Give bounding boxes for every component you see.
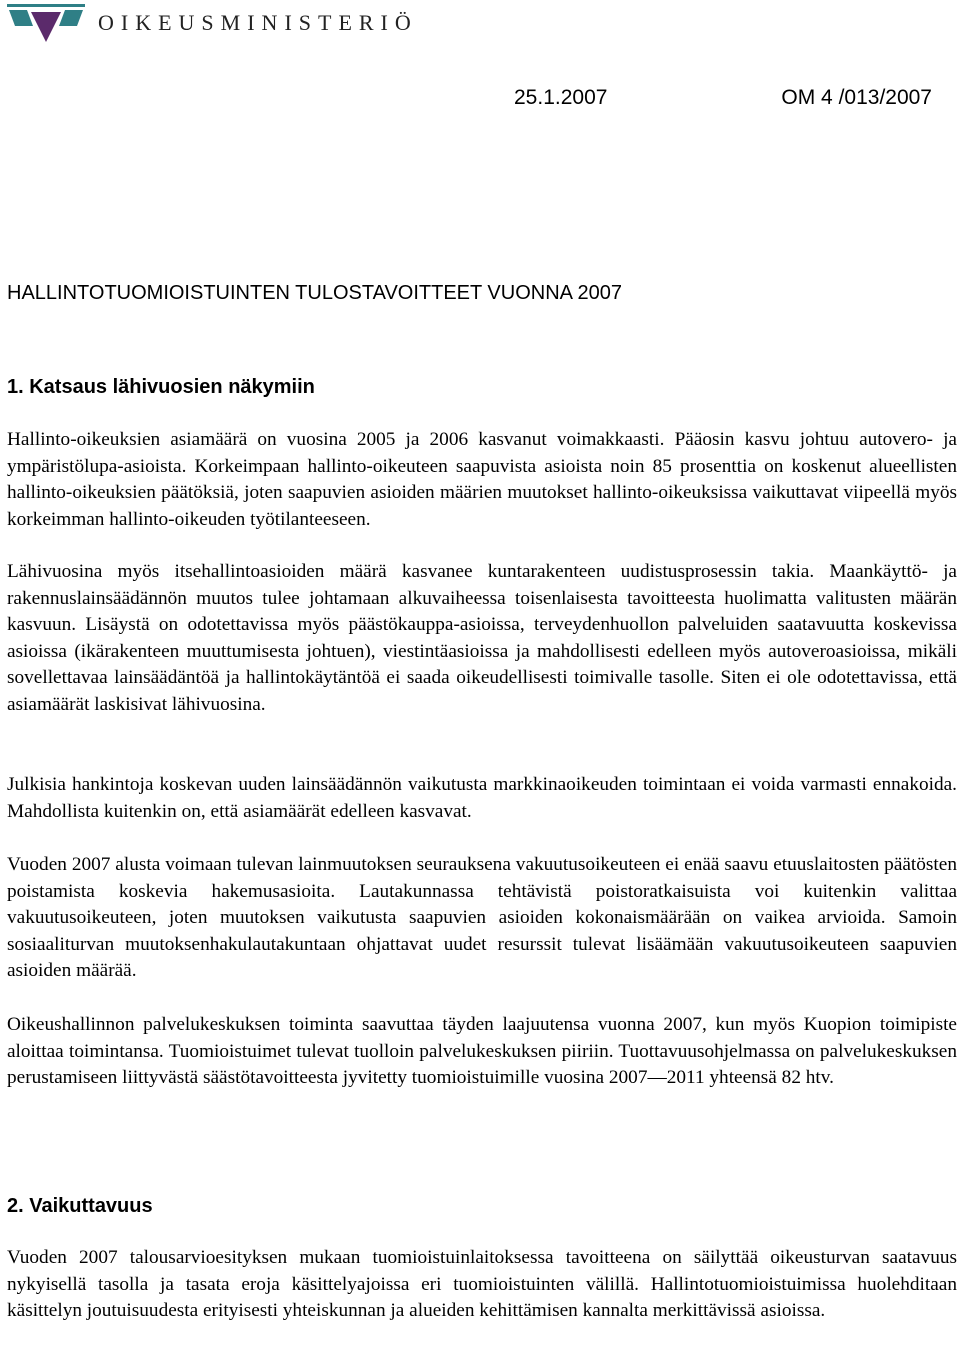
document-title: HALLINTOTUOMIOISTUINTEN TULOSTAVOITTEET VUONNA 2007	[7, 282, 622, 304]
paragraph: Oikeushallinnon palvelukeskuksen toiminta saavuttaa täyden laajuutensa vuonna 2007, kun myös Kuopion toimipiste aloittaa toimintansa. Tuomioistuimet tulevat tuolloin palvelukeskuksen piiriin. Tuottavuusohjelmassa on palvelukeskuksen perustamiseen liittyvästä säästötavoitteesta jyvitetty tuomioistuimille vuosina 2007—2011 yhteensä 82 htv.	[7, 1014, 957, 1089]
logo-center-triangle	[31, 12, 61, 42]
logo-left-shape	[9, 10, 33, 26]
ministry-name: OIKEUSMINISTERIÖ	[98, 10, 418, 35]
section-heading-2: 2. Vaikuttavuus	[7, 1195, 153, 1217]
document-reference: OM 4 /013/2007	[781, 86, 932, 109]
paragraph: Lähivuosina myös itsehallintoasioiden määrä kasvanee kuntarakenteen uudistusprosessin takia. Maankäyttö- ja rakennuslainsäädännön muutos tulee johtamaan alkuvaiheessa toisenlaisesta tavoitteesta huolimatta valitusten määrän kasvuun. Lisäystä on odotettavissa myös päästökauppa-asioissa, terveydenhuollon palveluiden saatavuutta koskevissa asioissa (ikärakenteen muuttumisesta johtuen), viestintäasioissa ja mahdollisesti edelleen myös autoveroasioissa, mikäli sovellettavaa lainsäädäntöä ja hallintokäytäntöä ei saada oikeudellisesti toimivalle tasolle. Siten ei ole odotettavissa, että asiamäärät laskisivat lähivuosina.	[7, 561, 957, 715]
paragraph: Hallinto-oikeuksien asiamäärä on vuosina 2005 ja 2006 kasvanut voimakkaasti. Pääosin kasvu johtuu autovero- ja ympäristölupa-asioista. Korkeimpaan hallinto-oikeuteen saapuvista asioista noin 85 prosenttia on koskenut alueellisten hallinto-oikeuksien päätöksiä, joten saapuvien asioiden määrien muutokset hallinto-oikeuksissa vaikuttavat viipeellä myös korkeimman hallinto-oikeuden työtilanteeseen.	[7, 429, 957, 530]
document-date: 25.1.2007	[514, 86, 608, 109]
logo-right-shape	[59, 10, 83, 26]
section-heading-1: 1. Katsaus lähivuosien näkymiin	[7, 376, 315, 398]
ministry-logo-icon	[7, 4, 85, 44]
paragraph: Julkisia hankintoja koskevan uuden lainsäädännön vaikutusta markkinaoikeuden toimintaan ei voida varmasti ennakoida. Mahdollista kuitenkin on, että asiamäärät edelleen kasvavat.	[7, 774, 957, 822]
paragraph: Vuoden 2007 alusta voimaan tulevan lainmuutoksen seurauksena vakuutusoikeuteen ei enää saavu etuuslaitosten päätösten poistamista koskevia hakemusasioita. Lautakunnassa tehtävistä poistoratkaisuista voi kuitenkin valittaa vakuutusoikeuteen, joten muutoksen vaikutusta saapuvien asioiden kokonaismäärään on vaikea arvioida. Samoin sosiaaliturvan muutoksenhakulautakuntaan ohjattavat uudet resurssit tulevat lisäämään vakuutusoikeuteen saapuvien asioiden määrää.	[7, 854, 957, 982]
paragraph: Vuoden 2007 talousarvioesityksen mukaan tuomioistuinlaitoksessa tavoitteena on säilyttää oikeusturvan saatavuus nykyisellä tasolla ja tasata eroja käsittelyajoissa eri tuomioistuinten välillä. Hallintotuomioistuimissa huolehditaan käsittelyn joutuisuudesta erityisesti yhteiskunnan ja alueiden kehittämisen kannalta merkittävissä asioissa.	[7, 1247, 957, 1322]
logo-top-bar	[7, 4, 85, 7]
